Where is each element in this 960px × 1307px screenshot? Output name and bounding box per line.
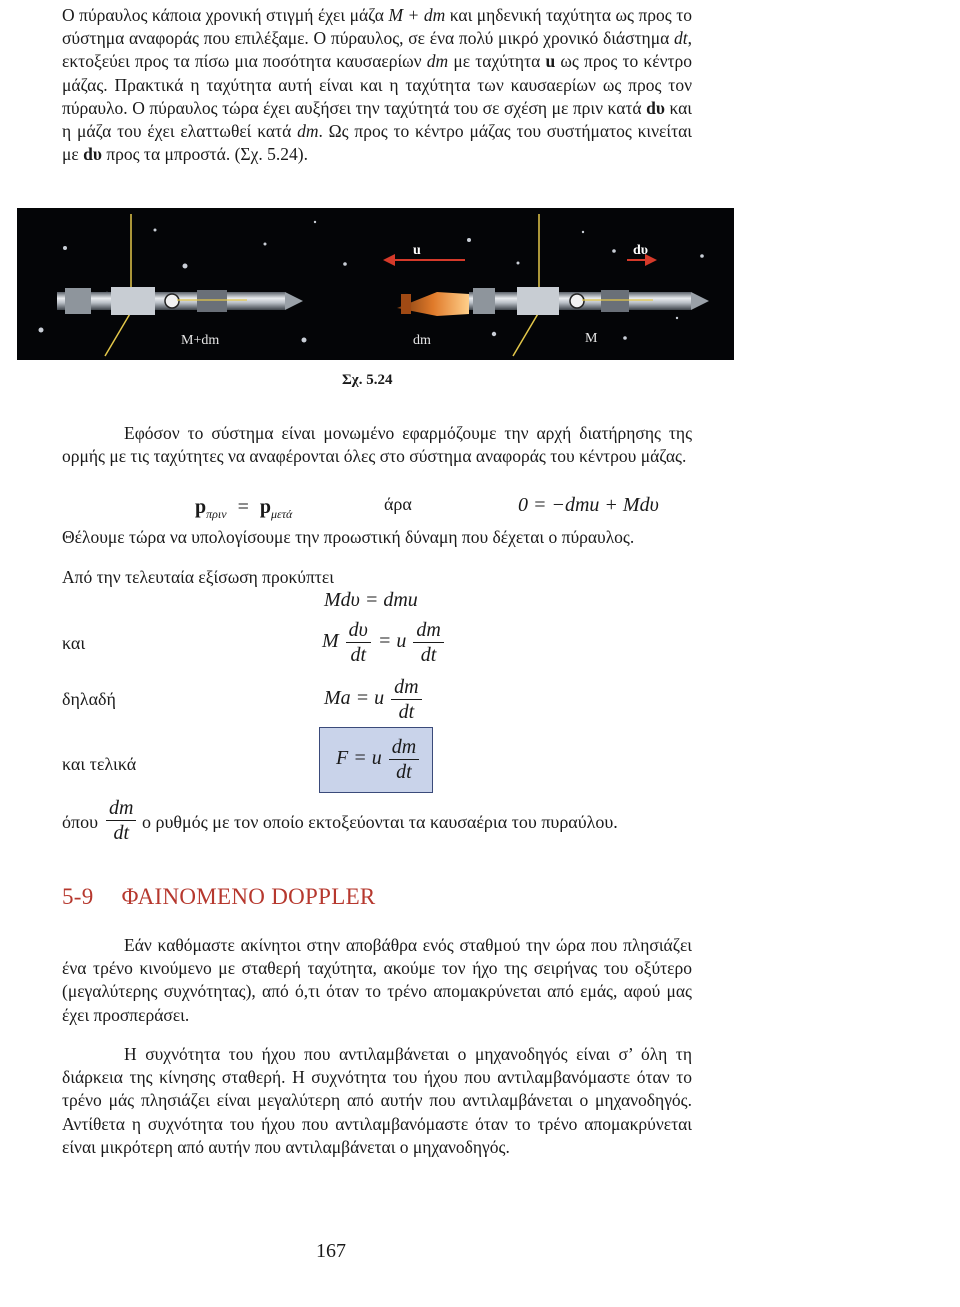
math-dt: dt — [674, 28, 688, 49]
doppler-paragraph-2: Η συχνότητα του ήχου που αντιλαμβάνεται ο μηχανοδηγός είναι σ’ όλη τη διάρκεια της κίνησης σταθερή. Η συχνότητα του ήχου που αντιλαμβανόμαστε όταν το τρένο μάς πλησιάζει είναι μεγαλύτερη από αυτήν που αντιλαμβάνεται ο μηχανοδηγός. Αντίθετα η συχνότητα του ήχου που αντιλαμβανόμαστε όταν το τρένο απομακρύνεται είναι μικρότερη από αυτήν που αντιλαμβάνεται ο μηχανοδηγός. — [62, 1044, 692, 1157]
momentum-zero-equation: 0 = −dmu + Mdυ — [518, 494, 659, 516]
eq2-mass: M — [322, 630, 339, 653]
fraction-dm-dt — [106, 796, 136, 845]
equation-final-thrust — [336, 735, 421, 784]
label-dm: dm — [413, 333, 431, 348]
therefore-word: άρα — [384, 494, 412, 514]
math-u-vector: u — [545, 51, 556, 72]
denominator: dt — [350, 644, 367, 666]
math-mass-m-dm: M + dm — [388, 5, 446, 25]
page-number: 167 — [316, 1240, 346, 1262]
conservation-paragraph: Εφόσον το σύστημα είναι μονωμένο εφαρμόζουμε την αρχή διατήρησης της ορμής με τις ταχύτητες να αναφέρονται όλες στο σύστημα αναφοράς του κέντρου μάζας. — [62, 423, 692, 467]
rate-description: ο ρυθμός με τον οποίο εκτοξεύονται τα καυσαέρια του πυραύλου. — [142, 812, 618, 832]
numerator: dm — [391, 675, 421, 700]
figure-caption: Σχ. 5.24 — [342, 372, 393, 388]
math-dv-vector: dυ — [646, 97, 665, 118]
doppler-paragraph-1: Εάν καθόμαστε ακίνητοι στην αποβάθρα ενός σταθμού την ώρα που πλησιάζει ένα τρένο κινούμενο με σταθερή ταχύτητα, ακούμε τον ήχο της σειρήνας του οξύτερο (μεγαλύτερης συχνότητας), από ό,τι όταν το τρένο απομακρύνεται από εμάς, αφού μας έχει προσπεράσει. — [62, 935, 692, 1025]
equation-3 — [324, 675, 424, 724]
intro-text: προς τα μπροστά. (Σχ. 5.24). — [101, 144, 308, 165]
equation-1: Mdυ = dmu — [324, 589, 418, 611]
where-fraction — [104, 796, 138, 845]
math-dv-vector: dυ — [83, 144, 102, 165]
label-m: M — [585, 331, 598, 346]
denominator: dt — [398, 701, 415, 723]
equation-2 — [322, 618, 446, 667]
rocket-left — [57, 287, 303, 315]
math-dm: dm — [297, 121, 319, 142]
section-number: 5-9 — [62, 884, 94, 909]
eq3-fraction-dm-dt — [391, 675, 421, 724]
eq4-left: F = u — [336, 747, 382, 770]
label-finally: και τελικά — [62, 754, 137, 774]
numerator: dm — [106, 796, 136, 821]
eq2-fraction-dm-dt — [413, 618, 443, 667]
intro-text: , εκτοξεύει προς τα πίσω μια ποσότητα καυσαερίων — [62, 28, 692, 72]
cm-line-right-slant — [513, 312, 539, 356]
subscript-before: πριν — [206, 507, 227, 521]
star-field — [39, 221, 704, 343]
exhaust-flame — [397, 292, 469, 316]
derivation-intro: Από την τελευταία εξίσωση προκύπτει — [62, 567, 334, 587]
arrow-u — [383, 254, 465, 266]
eq2-equals-u: = u — [377, 630, 407, 653]
eq4-fraction-dm-dt — [389, 735, 419, 784]
section-title: ΦΑΙΝΟΜΕΝΟ DOPPLER — [121, 884, 376, 909]
rocket-figure — [17, 208, 734, 360]
denominator: dt — [420, 644, 437, 666]
intro-text: Ο πύραυλος κάποια χρονική στιγμή έχει μάζα — [62, 5, 389, 25]
intro-text: . Ως προς το κέντρο μάζας του συστήματος κινείται με — [62, 121, 693, 165]
numerator: dυ — [346, 618, 371, 643]
subscript-after: μετά — [270, 507, 293, 521]
label-namely: δηλαδή — [62, 689, 116, 709]
label-and: και — [62, 633, 86, 653]
equals-sign: = — [237, 496, 249, 518]
intro-text: και η μάζα του έχει ελαττωθεί κατά — [62, 97, 692, 142]
label-u: u — [413, 243, 421, 258]
denominator: dt — [113, 822, 129, 844]
intro-text: και μηδενική ταχύτητα ως προς το σύστημα αναφοράς που επιλέξαμε. Ο πύραυλος, σε ένα πολύ μικρό χρονικό διάστημα — [62, 5, 692, 49]
section-heading — [62, 884, 376, 910]
label-m-plus-dm: M+dm — [181, 333, 220, 348]
numerator: dm — [389, 735, 419, 760]
eq2-fraction-dv-dt — [346, 618, 371, 667]
momentum-equation — [195, 496, 292, 522]
intro-text: ως προς το κέντρο μάζας. Πρακτικά η ταχύτητα αυτή είναι και η ταχύτητα των καυσαερίων ως προς τον πύραυλο. Ο πύραυλος τώρα έχει αυξήσει την ταχύτητά του σε σχέση με πριν κατά — [62, 51, 693, 118]
label-dv: dυ — [633, 243, 649, 258]
label-where: όπου — [62, 812, 98, 832]
intro-paragraph — [62, 4, 692, 166]
numerator: dm — [413, 618, 443, 643]
cm-line-left-slant — [105, 312, 131, 356]
eq3-left: Ma = u — [324, 687, 385, 710]
momentum-symbol: p — [195, 496, 207, 518]
rocket-illustration — [17, 208, 734, 360]
intro-text: με ταχύτητα — [448, 51, 546, 72]
goal-paragraph: Θέλουμε τώρα να υπολογίσουμε την προωστική δύναμη που δέχεται ο πύραυλος. — [62, 527, 635, 547]
momentum-symbol: p — [259, 496, 271, 518]
denominator: dt — [396, 761, 412, 783]
math-dm: dm — [426, 51, 449, 72]
rocket-right — [469, 287, 709, 315]
